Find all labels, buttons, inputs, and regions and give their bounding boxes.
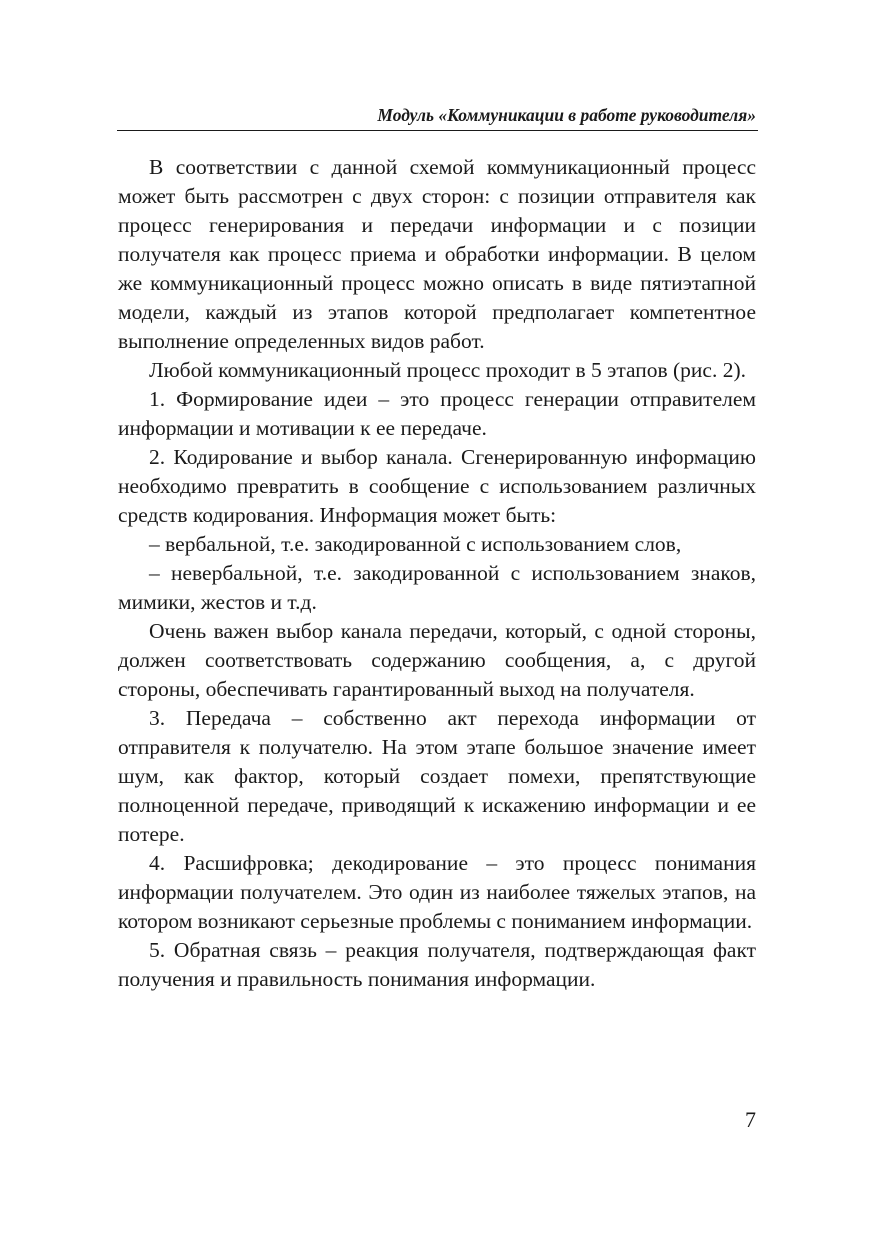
paragraph: В соответствии с данной схемой коммуникационный процесс может быть рассмотрен с двух сторон: с позиции отправителя как процесс генерирования и передачи информации и с позиции получателя как процесс приема и обработки информации. В целом же коммуникационный процесс можно описать в виде пятиэтапной модели, каждый из этапов которой предполагает компетентное выполнение определенных видов работ. <box>118 155 756 353</box>
paragraph: Очень важен выбор канала передачи, который, с одной стороны, должен соответствовать содержанию сообщения, а, с другой стороны, обеспечивать гарантированный выход на получателя. <box>118 619 756 701</box>
paragraph: 4. Расшифровка; декодирование – это процесс понимания информации получателем. Это один из наиболее тяжелых этапов, на котором возникают серьезные проблемы с пониманием информации. <box>118 851 756 933</box>
page-number: 7 <box>745 1107 756 1132</box>
paragraph: 2. Кодирование и выбор канала. Сгенерированную информацию необходимо превратить в сообщение с использованием различных средств кодирования. Информация может быть: <box>118 445 756 527</box>
header-divider <box>117 130 758 131</box>
running-header: Модуль «Коммуникации в работе руководителя» <box>377 105 756 125</box>
paragraph: 1. Формирование идеи – это процесс генерации отправителем информации и мотивации к ее передаче. <box>118 387 756 440</box>
paragraph: Любой коммуникационный процесс проходит в 5 этапов (рис. 2). <box>149 358 747 382</box>
paragraph: 5. Обратная связь – реакция получателя, подтверждающая факт получения и правильность понимания информации. <box>118 938 756 991</box>
list-item: – невербальной, т.е. закодированной с использованием знаков, мимики, жестов и т.д. <box>118 561 756 614</box>
paragraph: 3. Передача – собственно акт перехода информации от отправителя к получателю. На этом этапе большое значение имеет шум, как фактор, который создает помехи, препятствующие полноценной передаче, приводящий к искажению информации и ее потере. <box>118 706 756 846</box>
list-item: – вербальной, т.е. закодированной с использованием слов, <box>149 532 682 556</box>
page-body <box>118 153 756 994</box>
